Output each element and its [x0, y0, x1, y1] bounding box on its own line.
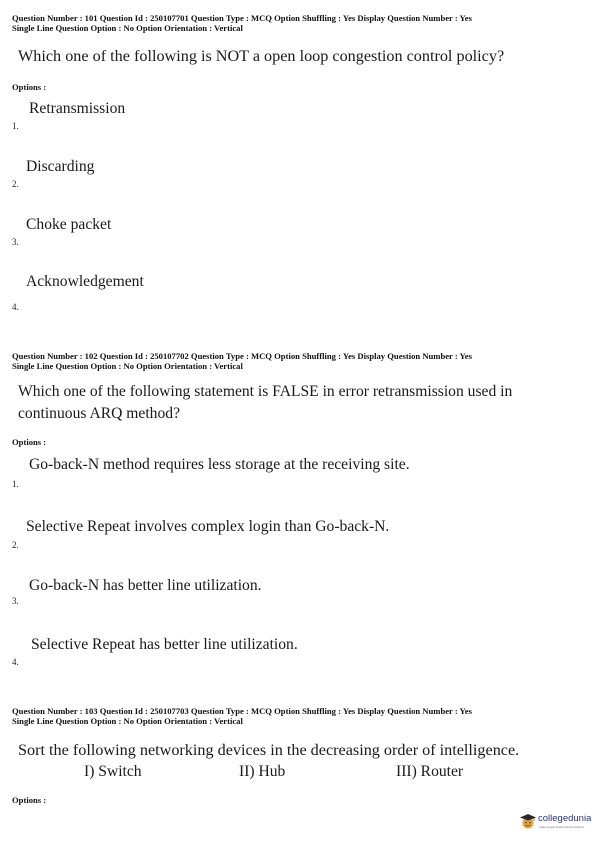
question-meta-line: Question Number : 101 Question Id : 250107701 Question Type : MCQ Option Shuffling : Yes Display Question Number : Yes — [12, 13, 472, 23]
question-101-text: Which one of the following is NOT a open loop congestion control policy? — [18, 47, 505, 65]
question-102-text — [18, 381, 566, 425]
question-103-text: Sort the following networking devices in the decreasing order of intelligence. — [18, 741, 520, 759]
option-number: 1. — [12, 479, 19, 489]
option-number: 2. — [12, 179, 19, 189]
question-101-meta — [12, 13, 582, 33]
option-text: Selective Repeat involves complex login than Go-back-N. — [26, 518, 390, 535]
options-label: Options : — [12, 795, 47, 805]
options-label: Options : — [12, 82, 47, 92]
option-text: Retransmission — [29, 100, 126, 117]
option-text: Go-back-N has better line utilization. — [29, 577, 262, 594]
question-text-line: Which one of the following statement is FALSE in error retransmission used in — [18, 383, 513, 400]
question-103-meta — [12, 706, 582, 726]
option-number: 4. — [12, 657, 19, 667]
collegedunia-logo — [519, 810, 591, 836]
question-text-line: continuous ARQ method? — [18, 405, 180, 422]
device-item: II) Hub — [239, 763, 286, 780]
option-text: Go-back-N method requires less storage at the receiving site. — [29, 456, 410, 473]
option-number: 1. — [12, 121, 19, 131]
options-label: Options : — [12, 437, 47, 447]
question-meta-line: Question Number : 102 Question Id : 250107702 Question Type : MCQ Option Shuffling : Yes Display Question Number : Yes — [12, 351, 472, 361]
option-number: 3. — [12, 596, 19, 606]
logo-tagline: India's largest Student Review Platform — [539, 826, 585, 829]
option-text: Choke packet — [26, 216, 112, 233]
question-meta-line: Single Line Question Option : No Option Orientation : Vertical — [12, 23, 243, 33]
option-number: 2. — [12, 540, 19, 550]
option-text: Selective Repeat has better line utilization. — [31, 636, 298, 653]
graduate-icon — [519, 812, 537, 830]
question-meta-line: Question Number : 103 Question Id : 250107703 Question Type : MCQ Option Shuffling : Yes Display Question Number : Yes — [12, 706, 472, 716]
question-meta-line: Single Line Question Option : No Option Orientation : Vertical — [12, 716, 243, 726]
device-item: I) Switch — [84, 763, 142, 780]
option-text: Acknowledgement — [26, 273, 144, 290]
question-102-meta — [12, 351, 582, 371]
device-item: III) Router — [396, 763, 464, 780]
question-meta-line: Single Line Question Option : No Option Orientation : Vertical — [12, 361, 243, 371]
logo-brand-text: collegedunia — [538, 813, 592, 824]
option-number: 4. — [12, 302, 19, 312]
option-text: Discarding — [26, 158, 95, 175]
option-number: 3. — [12, 237, 19, 247]
